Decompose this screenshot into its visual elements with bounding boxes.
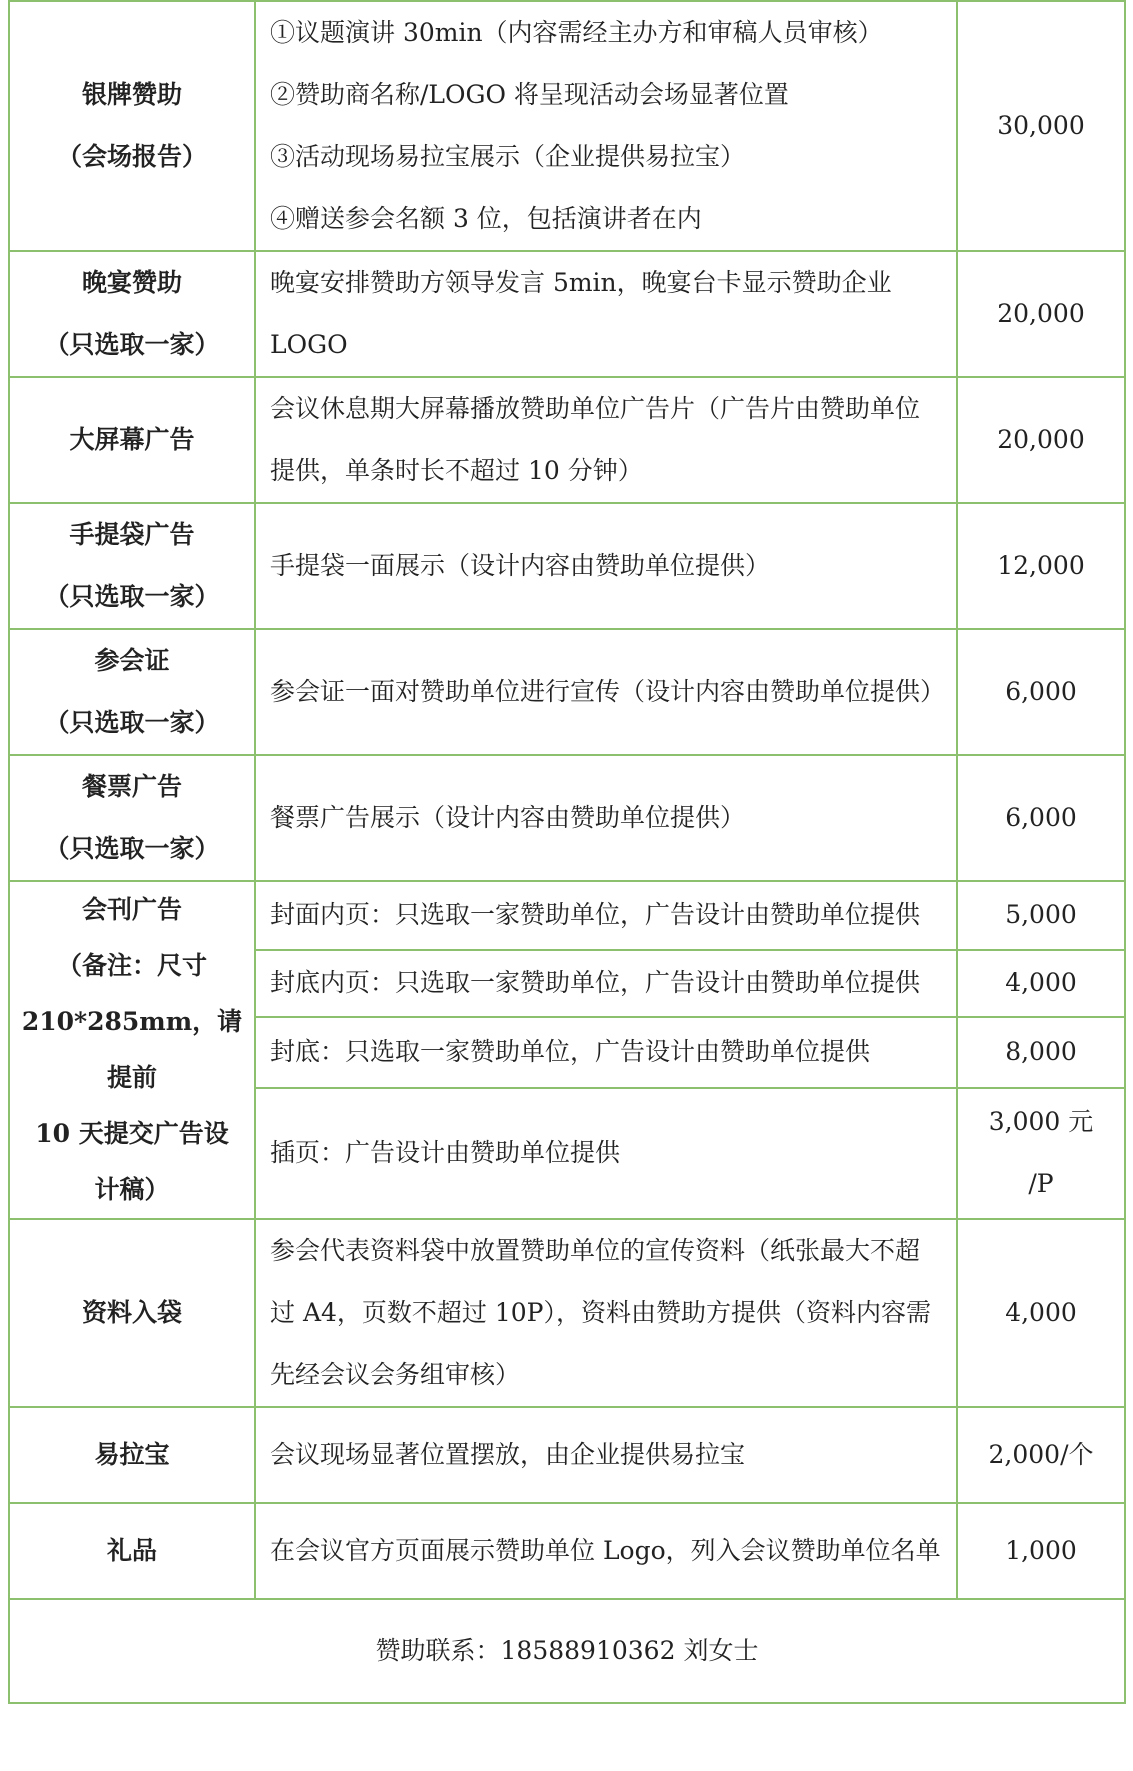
- item-category: [9, 755, 255, 881]
- journal-category-line: 会刊广告: [81, 895, 182, 924]
- item-price-line: 4,000: [1005, 1298, 1077, 1327]
- item-category-line: （只选取一家）: [44, 834, 220, 863]
- item-price-line: 12,000: [997, 551, 1085, 580]
- journal-category-line: 计稿）: [94, 1175, 170, 1204]
- item-description-line: 手提袋一面展示（设计内容由赞助单位提供）: [270, 551, 771, 580]
- item-description: [255, 1088, 957, 1219]
- journal-category-line: 210*285mm，请提前: [21, 1007, 243, 1092]
- table-row: [9, 1219, 1125, 1407]
- contact-row: [9, 1599, 1125, 1703]
- item-category-line: 手提袋广告: [69, 520, 195, 549]
- item-description-line: 封面内页：只选取一家赞助单位，广告设计由赞助单位提供: [270, 900, 921, 930]
- item-price-line: 2,000/个: [988, 1440, 1094, 1469]
- item-price: [957, 1407, 1125, 1503]
- item-category: [9, 1407, 255, 1503]
- table-row: [9, 1407, 1125, 1503]
- item-description-line: ④赠送参会名额 3 位，包括演讲者在内: [270, 204, 702, 233]
- item-price-line: 30,000: [997, 111, 1085, 140]
- item-price: [957, 1219, 1125, 1407]
- item-price-line: 6,000: [1005, 677, 1077, 706]
- item-category-line: 大屏幕广告: [69, 425, 195, 454]
- sponsorship-table-body: [9, 1, 1125, 1599]
- item-price: [957, 503, 1125, 629]
- table-row: [9, 503, 1125, 629]
- item-description-line: 参会证一面对赞助单位进行宣传（设计内容由赞助单位提供）: [270, 677, 946, 706]
- item-category: [9, 377, 255, 503]
- item-price-line: 8,000: [1005, 1037, 1077, 1067]
- item-description-line: 提供，单条时长不超过 10 分钟）: [270, 456, 643, 485]
- item-price-line: 3,000 元: [988, 1107, 1094, 1137]
- item-description-line: ③活动现场易拉宝展示（企业提供易拉宝）: [270, 142, 746, 171]
- item-description-line: ①议题演讲 30min（内容需经主办方和审稿人员审核）: [270, 18, 883, 47]
- item-price: [957, 1503, 1125, 1599]
- item-category-line: （会场报告）: [56, 142, 207, 171]
- item-description-line: 过 A4，页数不超过 10P），资料由赞助方提供（资料内容需: [270, 1298, 931, 1327]
- journal-category: [9, 881, 255, 1219]
- item-description-line: 先经会议会务组审核）: [270, 1360, 521, 1389]
- item-price-line: 20,000: [997, 299, 1085, 328]
- item-category: [9, 1503, 255, 1599]
- item-price-line: /P: [1028, 1169, 1054, 1199]
- item-price-line: 20,000: [997, 425, 1085, 454]
- item-price: [957, 881, 1125, 950]
- item-category: [9, 629, 255, 755]
- item-description-line: 会议现场显著位置摆放，由企业提供易拉宝: [270, 1440, 746, 1469]
- table-row: [9, 1503, 1125, 1599]
- item-description-line: 封底内页：只选取一家赞助单位，广告设计由赞助单位提供: [270, 968, 921, 998]
- journal-category-line: （备注：尺寸: [56, 951, 207, 980]
- item-category-line: 晚宴赞助: [81, 268, 182, 297]
- sponsorship-sheet: [8, 0, 1124, 1766]
- table-row: [9, 881, 1125, 950]
- item-category-line: 资料入袋: [81, 1298, 182, 1327]
- table-row: [9, 755, 1125, 881]
- table-row: [9, 251, 1125, 377]
- item-description: [255, 755, 957, 881]
- table-row: [9, 629, 1125, 755]
- item-price: [957, 1088, 1125, 1219]
- item-description-line: 在会议官方页面展示赞助单位 Logo，列入会议赞助单位名单: [270, 1536, 941, 1565]
- item-price: [957, 1017, 1125, 1088]
- item-category: [9, 503, 255, 629]
- item-category-line: 礼品: [106, 1536, 157, 1565]
- item-description: [255, 1407, 957, 1503]
- item-category: [9, 251, 255, 377]
- item-category: [9, 1, 255, 251]
- sponsorship-table: [8, 0, 1126, 1704]
- item-category-line: 易拉宝: [94, 1440, 170, 1469]
- item-price: [957, 755, 1125, 881]
- item-category-line: （只选取一家）: [44, 708, 220, 737]
- item-price: [957, 377, 1125, 503]
- item-category-line: 银牌赞助: [81, 80, 182, 109]
- item-price: [957, 251, 1125, 377]
- item-description-line: ②赞助商名称/LOGO 将呈现活动会场显著位置: [270, 80, 789, 109]
- item-description-line: 晚宴安排赞助方领导发言 5min，晚宴台卡显示赞助企业 LOGO: [270, 268, 892, 359]
- item-description: [255, 1219, 957, 1407]
- item-price-line: 4,000: [1005, 968, 1077, 998]
- item-category: [9, 1219, 255, 1407]
- item-price: [957, 629, 1125, 755]
- item-description: [255, 881, 957, 950]
- item-price-line: 5,000: [1005, 900, 1077, 930]
- item-price-line: 1,000: [1005, 1536, 1077, 1565]
- item-price: [957, 950, 1125, 1017]
- item-description-line: 封底：只选取一家赞助单位，广告设计由赞助单位提供: [270, 1037, 871, 1067]
- contact-info: 赞助联系：18588910362 刘女士: [9, 1599, 1125, 1703]
- table-row: [9, 377, 1125, 503]
- item-category-line: （只选取一家）: [44, 582, 220, 611]
- item-description: [255, 950, 957, 1017]
- item-price: [957, 1, 1125, 251]
- item-category-line: 餐票广告: [81, 772, 182, 801]
- item-description-line: 参会代表资料袋中放置赞助单位的宣传资料（纸张最大不超: [270, 1236, 921, 1265]
- item-description: [255, 251, 957, 377]
- item-description-line: 会议休息期大屏幕播放赞助单位广告片（广告片由赞助单位: [270, 394, 921, 423]
- journal-category-line: 10 天提交广告设: [35, 1119, 229, 1148]
- item-category-line: 参会证: [94, 646, 170, 675]
- item-category-line: （只选取一家）: [44, 330, 220, 359]
- item-description-line: 插页：广告设计由赞助单位提供: [270, 1138, 621, 1168]
- item-description: [255, 377, 957, 503]
- item-description: [255, 1017, 957, 1088]
- item-description: [255, 1, 957, 251]
- table-row: [9, 1, 1125, 251]
- item-description: [255, 1503, 957, 1599]
- item-description: [255, 503, 957, 629]
- item-description: [255, 629, 957, 755]
- item-price-line: 6,000: [1005, 803, 1077, 832]
- item-description-line: 餐票广告展示（设计内容由赞助单位提供）: [270, 803, 746, 832]
